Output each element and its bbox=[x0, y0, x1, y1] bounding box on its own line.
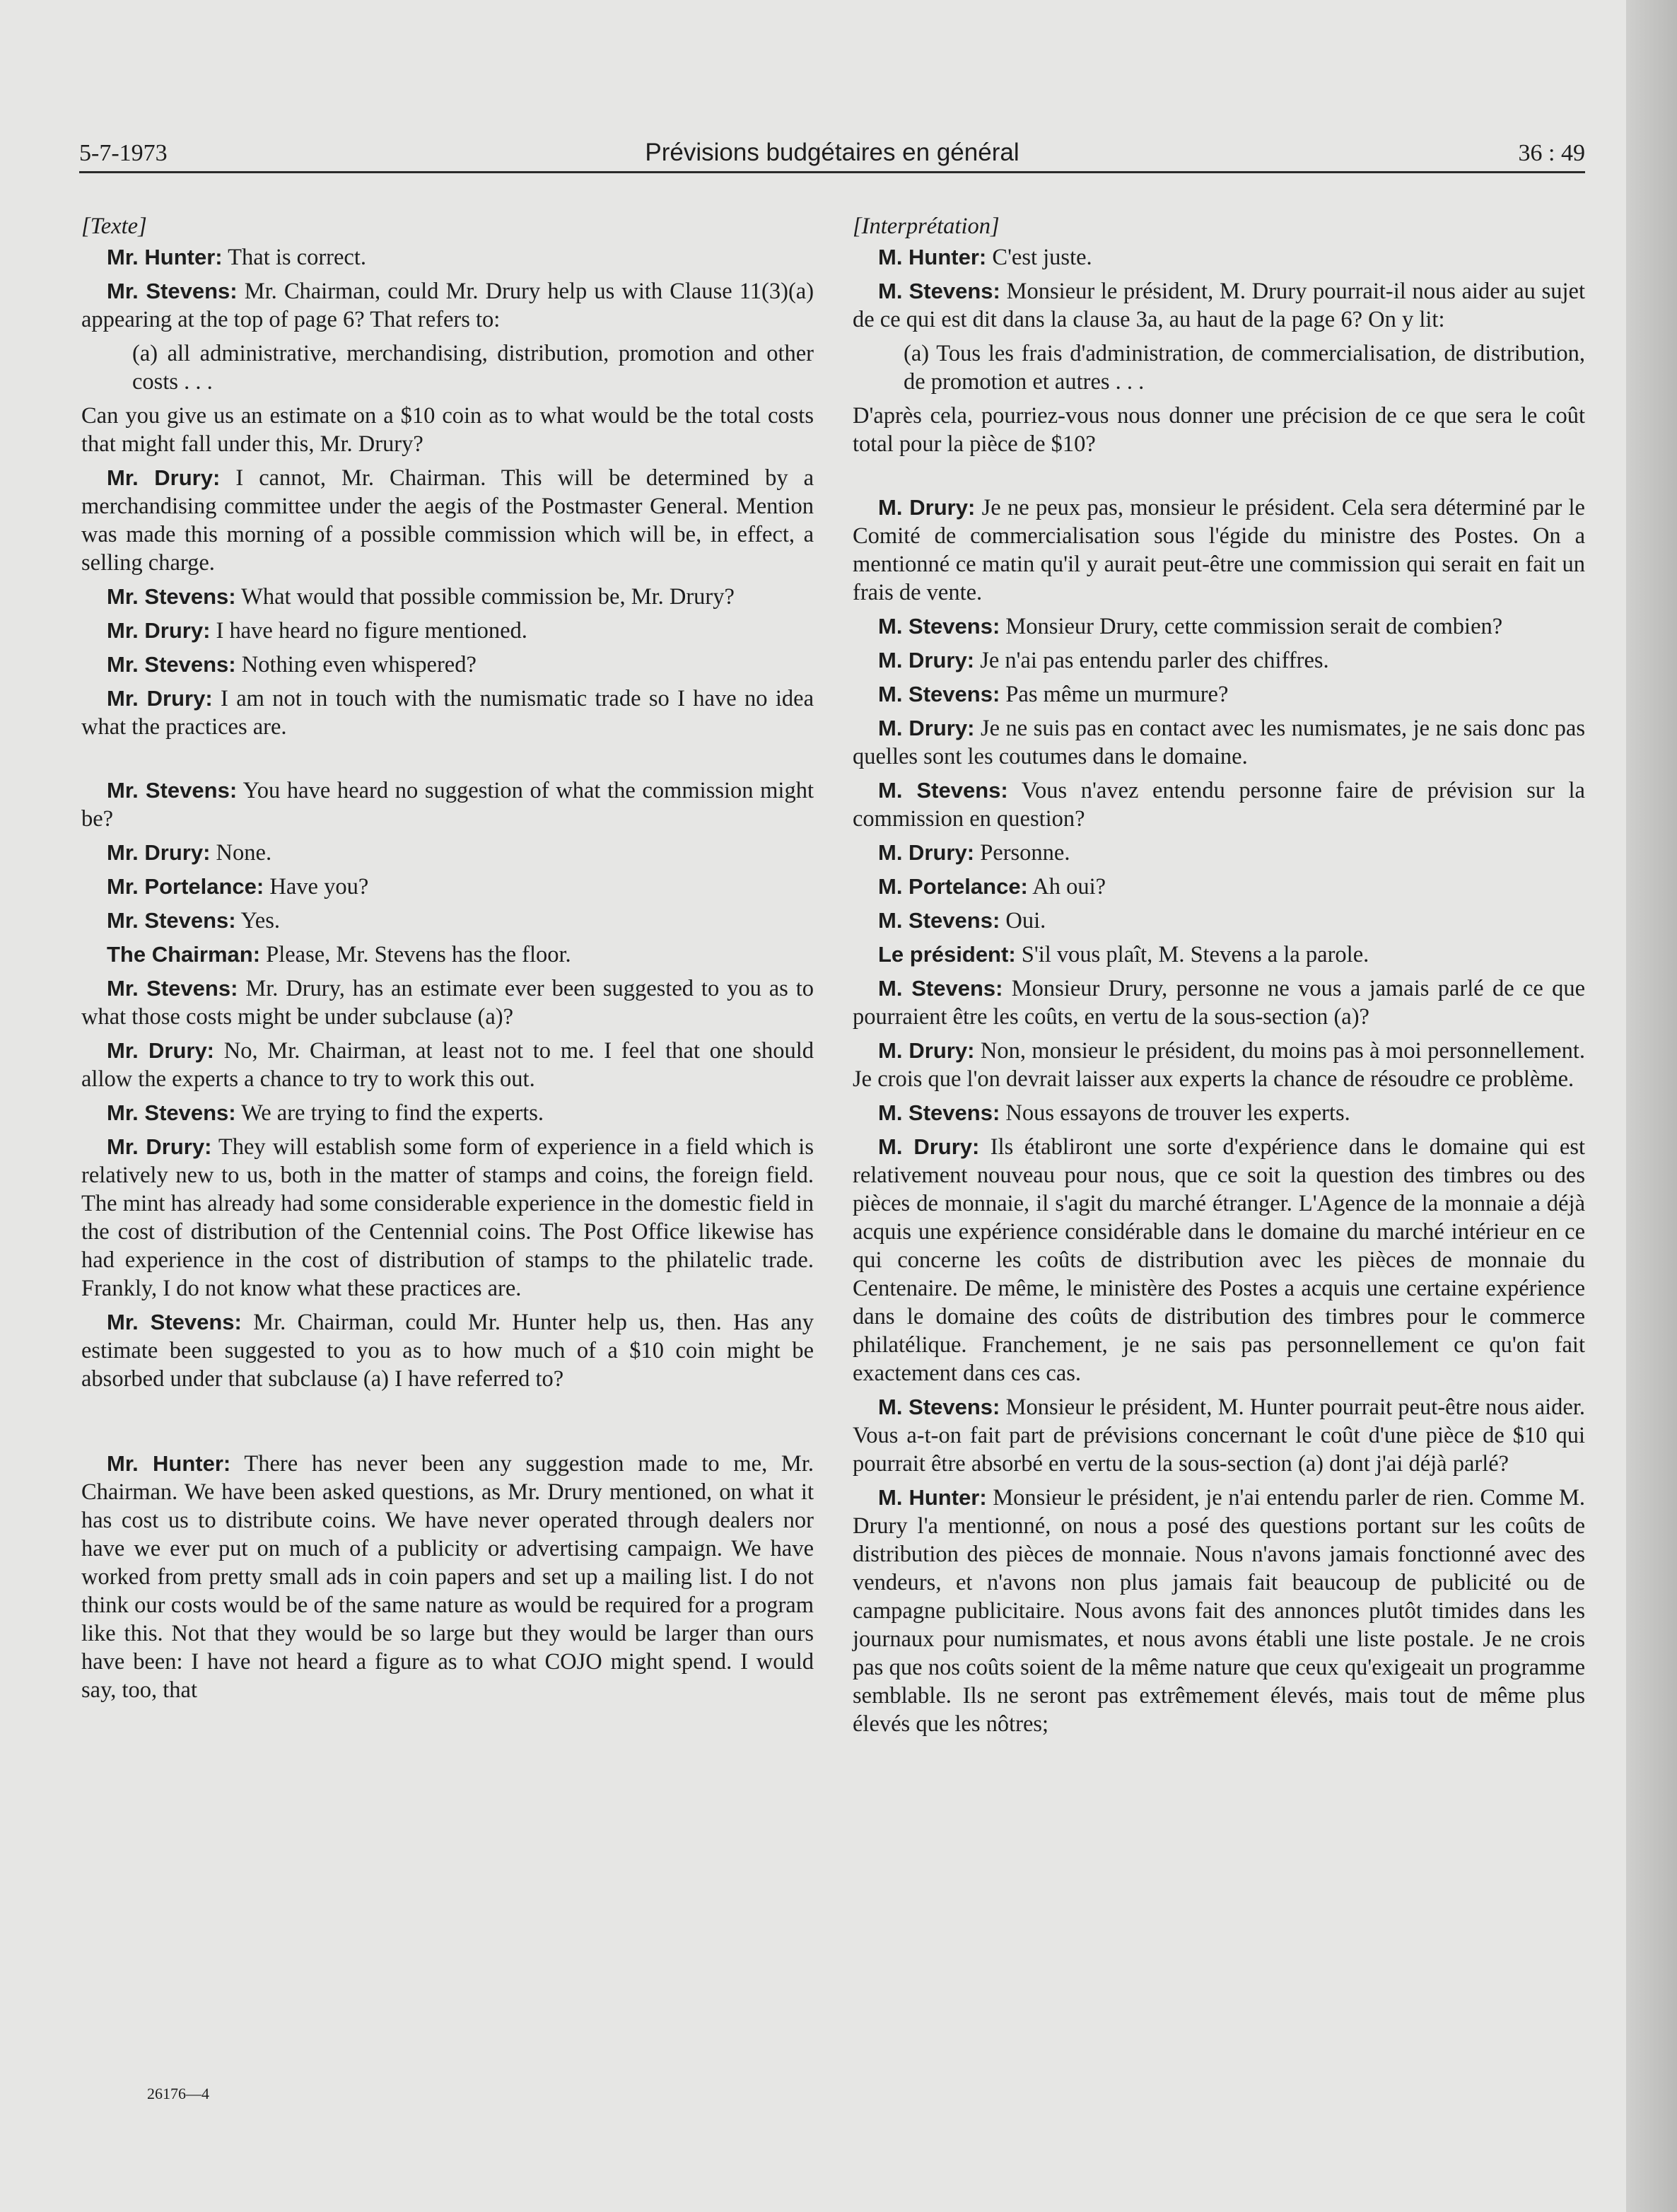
speech-paragraph bbox=[81, 1308, 814, 1393]
speech-paragraph bbox=[853, 839, 1585, 867]
speech-paragraph bbox=[81, 277, 814, 334]
speech-text: Yes. bbox=[240, 908, 280, 933]
speech-paragraph bbox=[853, 776, 1585, 833]
speaker-name: M. Stevens: bbox=[878, 682, 1000, 706]
continued-paragraph: D'après cela, pourriez-vous nous donner une précision de ce que sera le coût total pour la pièce de $10? bbox=[853, 403, 1585, 457]
footer-code: 26176—4 bbox=[147, 2085, 209, 2102]
speech-paragraph bbox=[853, 646, 1585, 675]
page-header bbox=[79, 129, 1585, 173]
speaker-name: M. Stevens: bbox=[878, 614, 1000, 639]
spacer bbox=[81, 1710, 814, 1740]
speaker-name: Mr. Stevens: bbox=[107, 1310, 242, 1334]
speech-paragraph bbox=[81, 941, 814, 969]
speech-paragraph bbox=[853, 680, 1585, 709]
speech-text: Non, monsieur le président, du moins pas à moi personnellement. Je crois que l'on devrait laisser aux experts la chance de résoudre ce problème. bbox=[853, 1038, 1585, 1092]
speech-paragraph bbox=[853, 1099, 1585, 1127]
speaker-name: Mr. Hunter: bbox=[107, 245, 223, 269]
speech-text: You have heard no suggestion of what the commission might be? bbox=[81, 778, 814, 832]
speech-paragraph bbox=[81, 464, 814, 577]
speech-paragraph bbox=[853, 714, 1585, 771]
speech-paragraph bbox=[853, 494, 1585, 607]
speaker-name: Mr. Stevens: bbox=[107, 976, 238, 1001]
language-label: [Texte] bbox=[81, 214, 147, 239]
scan-edge bbox=[1626, 0, 1677, 2212]
speech-text: I am not in touch with the numismatic trade so I have no idea what the practices are. bbox=[81, 686, 814, 740]
speaker-name: M. Drury: bbox=[878, 495, 976, 520]
speech-paragraph bbox=[81, 873, 814, 901]
header-title: Prévisions budgétaires en général bbox=[645, 139, 1019, 166]
speaker-name: M. Hunter: bbox=[878, 1485, 987, 1510]
speech-paragraph bbox=[81, 839, 814, 867]
speaker-name: M. Portelance: bbox=[878, 874, 1028, 899]
speech-text: Please, Mr. Stevens has the floor. bbox=[266, 942, 571, 967]
speaker-name: M. Drury: bbox=[878, 1038, 975, 1063]
speech-text: Mr. Chairman, could Mr. Drury help us with Clause 11(3)(a) appearing at the top of page 6? That refers to: bbox=[81, 279, 814, 332]
speaker-name: M. Stevens: bbox=[878, 1100, 1000, 1125]
header-page-number: 36 : 49 bbox=[1518, 140, 1585, 166]
speech-paragraph bbox=[81, 685, 814, 741]
speaker-name: Mr. Drury: bbox=[107, 686, 213, 711]
speech-paragraph bbox=[81, 583, 814, 611]
speech-paragraph bbox=[81, 243, 814, 272]
speech-text: Mr. Drury, has an estimate ever been suggested to you as to what those costs might be under subclause (a)? bbox=[81, 976, 814, 1030]
speech-text: Have you? bbox=[269, 874, 369, 900]
speaker-name: M. Drury: bbox=[878, 648, 975, 673]
quoted-clause: (a) all administrative, merchandising, distribution, promotion and other costs . . . bbox=[132, 341, 814, 395]
speaker-name: M. Stevens: bbox=[878, 976, 1003, 1001]
speech-text: Oui. bbox=[1005, 908, 1046, 933]
speaker-name: Mr. Stevens: bbox=[107, 584, 236, 609]
spacer bbox=[853, 464, 1585, 494]
speech-text: Monsieur le président, je n'ai entendu parler de rien. Comme M. Drury l'a mentionné, on nous a posé des questions portant sur les coûts de distribution des pièces de monnaie. Nous n'avons jamais fonctionné avec des vendeurs, et n'avons non plus jamais fait beaucoup de publicité ou de campagne publicitaire. Nous avons fait des annonces plutôt timides dans les journaux pour numismates, et nous avons établi une liste postale. Je ne crois pas que nos coûts soient de la même nature que ceux qu'exigeait un programme semblable. Ils ne seront pas extrêmement élevés, mais tout de même plus élevés que les nôtres; bbox=[853, 1485, 1586, 1737]
speech-paragraph bbox=[853, 1484, 1585, 1738]
speech-paragraph bbox=[81, 651, 814, 679]
speech-paragraph bbox=[853, 612, 1585, 641]
speech-paragraph bbox=[81, 776, 814, 833]
speech-paragraph bbox=[853, 277, 1585, 334]
speech-text: Monsieur Drury, cette commission serait de combien? bbox=[1005, 614, 1503, 639]
speech-text: I cannot, Mr. Chairman. This will be determined by a merchandising committee under the aegis of the Postmaster General. Mention was made this morning of a possible commission which will be, in effect, a selling charge. bbox=[81, 465, 814, 576]
speaker-name: Mr. Stevens: bbox=[107, 778, 238, 803]
language-label: [Interprétation] bbox=[853, 214, 1000, 239]
speaker-name: M. Stevens: bbox=[878, 778, 1008, 803]
speech-paragraph bbox=[853, 1133, 1585, 1387]
speech-text: I have heard no figure mentioned. bbox=[216, 618, 527, 644]
english-column bbox=[81, 212, 814, 1740]
speaker-name: M. Stevens: bbox=[878, 279, 1000, 303]
speech-text: Ils établiront une sorte d'expérience dans le domaine qui est relativement nouveau pour nous, que ce soit la question des timbres ou des pièces de monnaie, il s'agit du marché étranger. L'Agence de la monnaie a déjà acquis une expérience considérable dans le domaine du marché intérieur en ce qui concerne les coûts de distribution avec les pièces de monnaie du Centenaire. De même, le ministère des Postes a acquis une certaine expérience dans le domaine des coûts de distribution des timbres pour le commerce philatélique. Franchement, je ne sais pas personnellement ce qu'on fait exactement dans ces cas. bbox=[853, 1134, 1586, 1386]
continued-paragraph: Can you give us an estimate on a $10 coin as to what would be the total costs that might fall under this, Mr. Drury? bbox=[81, 403, 814, 457]
speech-text: C'est juste. bbox=[992, 245, 1092, 270]
speech-paragraph bbox=[81, 907, 814, 935]
speech-text: What would that possible commission be, Mr. Drury? bbox=[241, 584, 735, 610]
speaker-name: M. Stevens: bbox=[878, 908, 1000, 933]
speech-text: Nous essayons de trouver les experts. bbox=[1005, 1100, 1350, 1126]
speaker-name: Mr. Stevens: bbox=[107, 279, 238, 303]
speech-text: Personne. bbox=[980, 840, 1070, 866]
speech-text: There has never been any suggestion made to me, Mr. Chairman. We have been asked questions, as Mr. Drury mentioned, on what it has cost us to distribute coins. We have never operated through dealers nor have we ever put on much of a publicity or advertising campaign. We have worked from pretty small ads in coin papers and set up a mailing list. I do not think our costs would be of the same nature as would be required for a program like this. Not that they would be so large but they would be larger than ours have been: I have not heard a figure as to what COJO might spend. I would say, too, that bbox=[81, 1451, 814, 1703]
speech-text: No, Mr. Chairman, at least not to me. I feel that one should allow the experts a chance to try to work this out. bbox=[81, 1038, 814, 1092]
speaker-name: Mr. Drury: bbox=[107, 465, 221, 490]
spacer bbox=[81, 747, 814, 776]
speech-text: Je ne peux pas, monsieur le président. Cela sera déterminé par le Comité de commercialisation sous l'égide du ministre des Postes. On a mentionné ce matin qu'il y aurait peut-être une commission qui serait en fait un frais de vente. bbox=[853, 495, 1585, 605]
speaker-name: M. Drury: bbox=[878, 1134, 980, 1159]
speaker-name: Mr. Drury: bbox=[107, 1038, 215, 1063]
header-date: 5-7-1973 bbox=[79, 140, 168, 166]
speaker-name: M. Drury: bbox=[878, 840, 975, 865]
speaker-name: Mr. Stevens: bbox=[107, 1100, 236, 1125]
speaker-name: Mr. Stevens: bbox=[107, 652, 236, 677]
speech-text: S'il vous plaît, M. Stevens a la parole. bbox=[1021, 942, 1369, 967]
speech-paragraph bbox=[81, 1099, 814, 1127]
speech-text: That is correct. bbox=[228, 245, 366, 270]
speech-paragraph bbox=[853, 907, 1585, 935]
speech-text: We are trying to find the experts. bbox=[241, 1100, 544, 1126]
speaker-name: Mr. Stevens: bbox=[107, 908, 236, 933]
speech-paragraph bbox=[853, 873, 1585, 901]
speech-paragraph bbox=[853, 243, 1585, 272]
speech-text: Vous n'avez entendu personne faire de prévision sur la commission en question? bbox=[853, 778, 1585, 832]
speaker-name: Mr. Hunter: bbox=[107, 1451, 231, 1476]
speech-text: Nothing even whispered? bbox=[241, 652, 477, 677]
speaker-name: Mr. Drury: bbox=[107, 840, 211, 865]
speech-text: Pas même un murmure? bbox=[1005, 682, 1229, 707]
speech-text: None. bbox=[216, 840, 272, 866]
speech-paragraph bbox=[853, 1393, 1585, 1478]
speech-text: Monsieur le président, M. Drury pourrait-il nous aider au sujet de ce qui est dit dans la clause 3a, au haut de la page 6? On y lit: bbox=[853, 279, 1586, 332]
speech-paragraph bbox=[853, 974, 1585, 1031]
speech-text: Ah oui? bbox=[1032, 874, 1106, 900]
speech-paragraph bbox=[81, 1450, 814, 1704]
speaker-name: M. Drury: bbox=[878, 716, 975, 740]
speaker-name: Mr. Drury: bbox=[107, 1134, 212, 1159]
speaker-name: M. Stevens: bbox=[878, 1395, 1000, 1419]
quoted-clause: (a) Tous les frais d'administration, de commercialisation, de distribution, de promotion et autres . . . bbox=[904, 341, 1585, 395]
speech-paragraph bbox=[81, 617, 814, 645]
french-column bbox=[853, 212, 1585, 1744]
speech-paragraph bbox=[81, 1037, 814, 1093]
speaker-name: The Chairman: bbox=[107, 942, 261, 967]
speech-text: Je n'ai pas entendu parler des chiffres. bbox=[980, 648, 1329, 673]
speech-text: Je ne suis pas en contact avec les numismates, je ne sais donc pas quelles sont les coutumes dans le domaine. bbox=[853, 716, 1585, 769]
speaker-name: M. Hunter: bbox=[878, 245, 987, 269]
speaker-name: Mr. Portelance: bbox=[107, 874, 264, 899]
speech-paragraph bbox=[853, 941, 1585, 969]
speech-paragraph bbox=[81, 974, 814, 1031]
speaker-name: Mr. Drury: bbox=[107, 618, 211, 643]
speech-text: They will establish some form of experience in a field which is relatively new to us, both in the matter of stamps and coins, the foreign field. The mint has already had some considerable experience in the domestic field in the cost of distribution of the Centennial coins. The Post Office likewise has had experience in the cost of distribution of stamps to the philatelic trade. Frankly, I do not know what these practices are. bbox=[81, 1134, 814, 1301]
spacer bbox=[81, 1399, 814, 1450]
speech-text: Monsieur Drury, personne ne vous a jamais parlé de ce que pourraient être les coûts, en vertu de la sous-section (a)? bbox=[853, 976, 1586, 1030]
speaker-name: Le président: bbox=[878, 942, 1016, 967]
speech-text: Monsieur le président, M. Hunter pourrait peut-être nous aider. Vous a-t-on fait part de prévisions concernant le coût d'une pièce de $10 qui pourrait être absorbé en vertu de la sous-section (a) dont j'ai déjà parlé? bbox=[853, 1395, 1586, 1477]
speech-paragraph bbox=[81, 1133, 814, 1303]
speech-text: Mr. Chairman, could Mr. Hunter help us, then. Has any estimate been suggested to you as to how much of a $10 coin might be absorbed under that subclause (a) I have referred to? bbox=[81, 1310, 814, 1392]
speech-paragraph bbox=[853, 1037, 1585, 1093]
